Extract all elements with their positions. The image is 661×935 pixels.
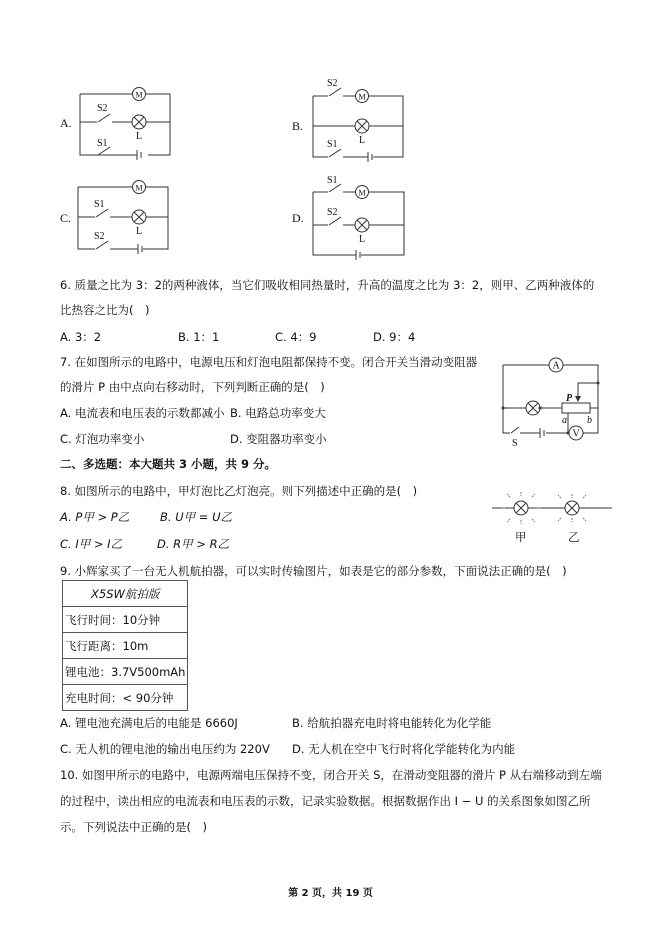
q6-option-d[interactable]: D. 9：4 bbox=[373, 330, 416, 344]
q8-lamps-figure bbox=[492, 492, 612, 524]
svg-text:S2: S2 bbox=[94, 231, 105, 242]
q8-stem: 8. 如图所示的电路中，甲灯泡比乙灯泡亮。则下列描述中正确的是( ) bbox=[60, 484, 418, 498]
page-footer: 第 2 页，共 19 页 bbox=[288, 888, 373, 899]
svg-text:a: a bbox=[562, 415, 567, 426]
svg-text:S1: S1 bbox=[327, 139, 338, 150]
svg-text:S2: S2 bbox=[327, 78, 338, 89]
q7-stem: 的滑片 P 由中点向右移动时，下列判断正确的是( ) bbox=[60, 380, 325, 394]
svg-text:S1: S1 bbox=[94, 199, 105, 210]
svg-text:S1: S1 bbox=[327, 175, 338, 186]
circuit-option-d bbox=[292, 175, 404, 260]
q8-option-a[interactable]: A. P甲 > P乙 bbox=[60, 510, 130, 524]
svg-text:D.: D. bbox=[292, 211, 304, 225]
svg-text:S2: S2 bbox=[97, 103, 108, 114]
svg-text:S1: S1 bbox=[97, 138, 108, 149]
svg-text:A: A bbox=[552, 360, 560, 372]
svg-text:S: S bbox=[512, 438, 518, 449]
q6-stem: 6. 质量之比为 3：2的两种液体，当它们吸收相同热量时，升高的温度之比为 3：2，则甲、乙两种液体的 bbox=[60, 278, 595, 292]
q6-stem: 比热容之比为( ) bbox=[60, 303, 150, 317]
svg-text:M: M bbox=[358, 92, 366, 102]
q7-circuit-figure bbox=[502, 358, 600, 449]
q6-option-c[interactable]: C. 4：9 bbox=[275, 330, 317, 344]
svg-text:M: M bbox=[358, 188, 366, 198]
q7-option-b[interactable]: B. 电路总功率变大 bbox=[230, 406, 326, 420]
table-row: 飞行距离：10m bbox=[63, 633, 188, 659]
svg-text:L: L bbox=[359, 135, 366, 146]
q6-option-a[interactable]: A. 3：2 bbox=[60, 330, 102, 344]
lamp-label-yi: 乙 bbox=[568, 530, 580, 544]
svg-text:M: M bbox=[135, 183, 143, 193]
q7-option-a[interactable]: A. 电流表和电压表的示数都减小 bbox=[60, 406, 225, 420]
svg-text:L: L bbox=[359, 234, 366, 245]
circuit-option-c bbox=[60, 181, 168, 255]
table-row: 飞行时间：10分钟 bbox=[63, 607, 188, 633]
circuit-option-a bbox=[60, 88, 170, 161]
q9-option-a[interactable]: A. 锂电池充满电后的电能是 6660J bbox=[60, 716, 238, 730]
q10-stem: 示。下列说法中正确的是( ) bbox=[60, 820, 207, 834]
svg-text:A.: A. bbox=[60, 116, 72, 130]
svg-text:M: M bbox=[135, 90, 143, 100]
q9-option-b[interactable]: B. 给航拍器充电时将电能转化为化学能 bbox=[292, 716, 492, 730]
drone-spec-table bbox=[62, 580, 188, 711]
q7-option-d[interactable]: D. 变阻器功率变小 bbox=[230, 432, 327, 446]
q9-option-d[interactable]: D. 无人机在空中飞行时将化学能转化为内能 bbox=[292, 742, 516, 756]
section-heading: 二、多选题：本大题共 3 小题，共 9 分。 bbox=[60, 457, 277, 471]
q9-option-c[interactable]: C. 无人机的锂电池的输出电压约为 220V bbox=[60, 742, 270, 756]
svg-text:b: b bbox=[587, 415, 592, 426]
svg-text:S2: S2 bbox=[327, 207, 338, 218]
q7-option-c[interactable]: C. 灯泡功率变小 bbox=[60, 432, 145, 446]
svg-text:V: V bbox=[572, 428, 580, 440]
circuit-option-b bbox=[292, 78, 403, 162]
table-row: 锂电池：3.7V500mAh bbox=[63, 659, 188, 685]
q8-option-b[interactable]: B. U甲 = U乙 bbox=[160, 510, 232, 524]
table-row: 充电时间：< 90分钟 bbox=[63, 685, 188, 711]
q10-stem: 的过程中，读出相应的电流表和电压表的示数，记录实验数据。根据数据作出 I − U 的关系图象如图乙所 bbox=[60, 794, 591, 808]
q9-stem: 9. 小辉家买了一台无人机航拍器，可以实时传输图片，如表是它的部分参数，下面说法正确的是( ) bbox=[60, 564, 567, 578]
q6-option-b[interactable]: B. 1：1 bbox=[178, 330, 220, 344]
q10-stem: 10. 如图甲所示的电路中，电源两端电压保持不变，闭合开关 S，在滑动变阻器的滑片 P 从右端移动到左端 bbox=[60, 768, 602, 782]
lamp-label-jia: 甲 bbox=[515, 530, 527, 544]
table-header: X5SW航拍版 bbox=[63, 581, 188, 607]
svg-text:P: P bbox=[566, 393, 573, 404]
q8-option-c[interactable]: C. I甲 > I乙 bbox=[60, 537, 123, 551]
q8-option-d[interactable]: D. R甲 > R乙 bbox=[157, 537, 230, 551]
svg-text:L: L bbox=[136, 131, 143, 142]
q7-stem: 7. 在如图所示的电路中，电源电压和灯泡电阻都保持不变。闭合开关当滑动变阻器 bbox=[60, 355, 478, 369]
svg-text:C.: C. bbox=[60, 211, 72, 225]
svg-text:L: L bbox=[136, 226, 143, 237]
svg-text:B.: B. bbox=[292, 119, 304, 133]
